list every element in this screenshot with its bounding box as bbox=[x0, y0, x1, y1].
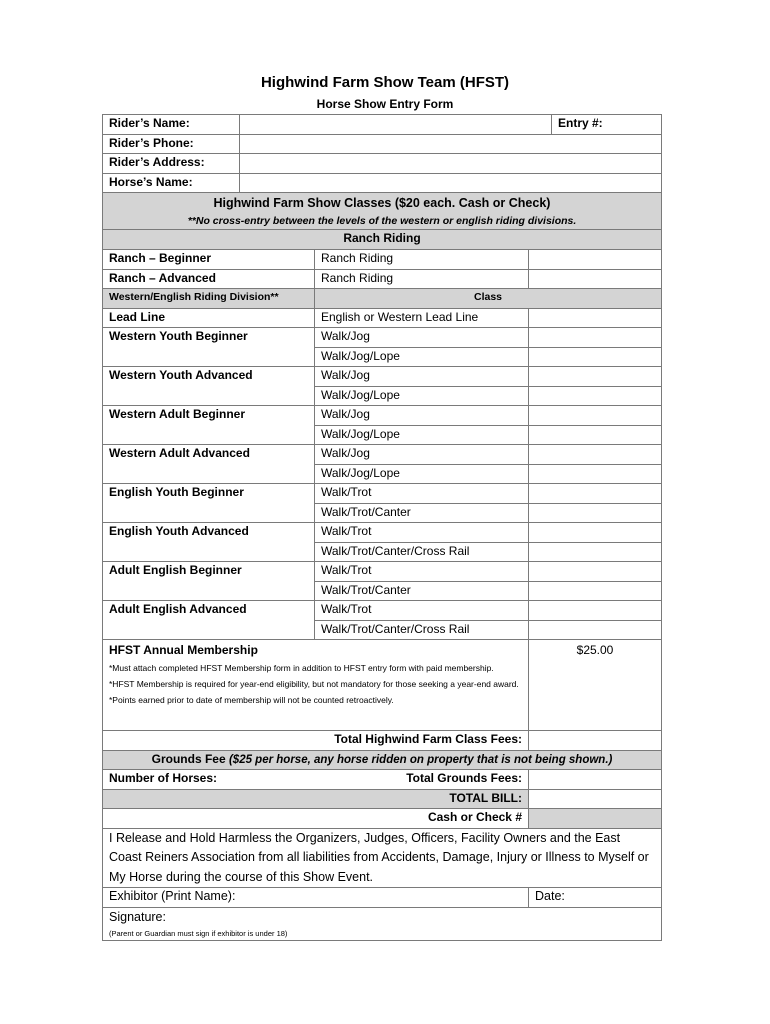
rider-name-label: Rider’s Name: bbox=[103, 115, 240, 135]
division-row bbox=[103, 308, 662, 328]
division-class-entry[interactable] bbox=[529, 367, 662, 387]
signature-label: Signature: bbox=[109, 909, 166, 924]
rider-phone-label: Rider’s Phone: bbox=[103, 134, 240, 154]
date-field[interactable]: Date: bbox=[529, 888, 662, 908]
exhibitor-name-field[interactable]: Exhibitor (Print Name): bbox=[103, 888, 529, 908]
ranch-riding-heading: Ranch Riding bbox=[103, 230, 662, 250]
total-bill-field[interactable] bbox=[529, 789, 662, 809]
form-title: Highwind Farm Show Team (HFST) bbox=[260, 74, 510, 91]
division-class-entry[interactable] bbox=[529, 601, 662, 621]
division-class-entry[interactable] bbox=[529, 581, 662, 601]
horse-name-field[interactable] bbox=[240, 173, 662, 193]
division-class-name: Walk/Trot/Canter bbox=[315, 581, 529, 601]
division-class-name: Walk/Trot bbox=[315, 523, 529, 543]
division-class-name: Walk/Trot bbox=[315, 601, 529, 621]
rider-name-field[interactable] bbox=[240, 115, 552, 135]
ranch-beginner-entry[interactable] bbox=[529, 250, 662, 270]
grounds-fee-label: Grounds Fee bbox=[151, 751, 229, 766]
division-row bbox=[103, 601, 662, 621]
guardian-note: (Parent or Guardian must sign if exhibitor is under 18) bbox=[109, 928, 288, 938]
division-group-label: Lead Line bbox=[103, 308, 315, 328]
rider-address-field[interactable] bbox=[240, 154, 662, 174]
rider-address-label: Rider’s Address: bbox=[103, 154, 240, 174]
release-statement: I Release and Hold Harmless the Organizers, Judges, Officers, Facility Owners and the East Coast Reiners Association from all liabilities from Accidents, Damage, Injury or Illness to Myself or My Horse during the course of this Show Event. bbox=[103, 828, 662, 888]
division-class-entry[interactable] bbox=[529, 523, 662, 543]
membership-title: HFST Annual Membership bbox=[109, 643, 258, 657]
total-grounds-fees-label: Total Grounds Fees: bbox=[315, 770, 529, 790]
division-class-entry[interactable] bbox=[529, 328, 662, 348]
division-class-name: English or Western Lead Line bbox=[315, 308, 529, 328]
entry-number-field[interactable]: Entry #: bbox=[552, 115, 662, 135]
membership-note-3: *Points earned prior to date of membership will not be counted retroactively. bbox=[109, 695, 394, 705]
division-class-name: Walk/Jog/Lope bbox=[315, 347, 529, 367]
division-group-label: Adult English Advanced bbox=[103, 601, 315, 640]
division-class-entry[interactable] bbox=[529, 620, 662, 640]
division-class-name: Walk/Jog bbox=[315, 367, 529, 387]
total-grounds-fees-field[interactable] bbox=[529, 770, 662, 790]
division-class-name: Walk/Jog/Lope bbox=[315, 425, 529, 445]
grounds-fee-detail: ($25 per horse, any horse ridden on property that is not being shown.) bbox=[228, 753, 613, 766]
rider-info-table bbox=[102, 114, 662, 193]
division-class-entry[interactable] bbox=[529, 562, 662, 582]
division-group-label: Western Youth Beginner bbox=[103, 328, 315, 367]
division-class-entry[interactable] bbox=[529, 542, 662, 562]
division-class-entry[interactable] bbox=[529, 347, 662, 367]
division-group-label: Western Adult Advanced bbox=[103, 445, 315, 484]
division-group-label: Western Youth Advanced bbox=[103, 367, 315, 406]
class-heading: Class bbox=[315, 289, 662, 309]
division-row bbox=[103, 406, 662, 426]
division-class-entry[interactable] bbox=[529, 484, 662, 504]
division-class-entry[interactable] bbox=[529, 445, 662, 465]
classes-header-title: Highwind Farm Show Classes ($20 each. Cash or Check) bbox=[103, 193, 662, 214]
cash-check-field[interactable] bbox=[529, 809, 662, 829]
division-class-name: Walk/Trot bbox=[315, 484, 529, 504]
division-class-name: Walk/Trot/Canter/Cross Rail bbox=[315, 620, 529, 640]
division-class-entry[interactable] bbox=[529, 503, 662, 523]
division-group-label: English Youth Beginner bbox=[103, 484, 315, 523]
membership-note-1: *Must attach completed HFST Membership form in addition to HFST entry form with paid membership. bbox=[109, 663, 494, 673]
signature-field[interactable] bbox=[103, 907, 662, 940]
division-group-label: Western Adult Beginner bbox=[103, 406, 315, 445]
division-heading: Western/English Riding Division** bbox=[103, 289, 315, 309]
division-class-name: Walk/Jog bbox=[315, 445, 529, 465]
form-subtitle: Horse Show Entry Form bbox=[316, 97, 454, 111]
total-bill-label: TOTAL BILL: bbox=[103, 789, 529, 809]
membership-note-2: *HFST Membership is required for year-end eligibility, but not mandatory for those seeking a year-end award. bbox=[109, 679, 519, 689]
division-class-entry[interactable] bbox=[529, 464, 662, 484]
rider-phone-field[interactable] bbox=[240, 134, 662, 154]
division-class-entry[interactable] bbox=[529, 425, 662, 445]
division-group-label: English Youth Advanced bbox=[103, 523, 315, 562]
division-row bbox=[103, 328, 662, 348]
ranch-beginner-class: Ranch Riding bbox=[315, 250, 529, 270]
classes-table bbox=[102, 192, 662, 941]
cash-check-label: Cash or Check # bbox=[103, 809, 529, 829]
division-class-name: Walk/Jog bbox=[315, 406, 529, 426]
division-class-entry[interactable] bbox=[529, 386, 662, 406]
division-class-name: Walk/Trot/Canter/Cross Rail bbox=[315, 542, 529, 562]
division-row bbox=[103, 562, 662, 582]
ranch-advanced-entry[interactable] bbox=[529, 269, 662, 289]
division-class-name: Walk/Jog/Lope bbox=[315, 464, 529, 484]
division-class-entry[interactable] bbox=[529, 308, 662, 328]
total-class-fees-field[interactable] bbox=[529, 731, 662, 751]
number-of-horses-label[interactable]: Number of Horses: bbox=[103, 770, 315, 790]
division-row bbox=[103, 523, 662, 543]
division-row bbox=[103, 484, 662, 504]
membership-price: $25.00 bbox=[529, 640, 662, 731]
division-class-entry[interactable] bbox=[529, 406, 662, 426]
classes-header-note: **No cross-entry between the levels of the western or english riding divisions. bbox=[103, 213, 662, 230]
division-class-name: Walk/Jog/Lope bbox=[315, 386, 529, 406]
total-class-fees-label: Total Highwind Farm Class Fees: bbox=[103, 731, 529, 751]
division-row bbox=[103, 445, 662, 465]
division-group-label: Adult English Beginner bbox=[103, 562, 315, 601]
ranch-advanced-label: Ranch – Advanced bbox=[103, 269, 315, 289]
ranch-advanced-class: Ranch Riding bbox=[315, 269, 529, 289]
division-class-name: Walk/Trot bbox=[315, 562, 529, 582]
grounds-fee-banner bbox=[103, 750, 662, 770]
horse-name-label: Horse’s Name: bbox=[103, 173, 240, 193]
ranch-beginner-label: Ranch – Beginner bbox=[103, 250, 315, 270]
division-class-name: Walk/Trot/Canter bbox=[315, 503, 529, 523]
division-row bbox=[103, 367, 662, 387]
division-class-name: Walk/Jog bbox=[315, 328, 529, 348]
